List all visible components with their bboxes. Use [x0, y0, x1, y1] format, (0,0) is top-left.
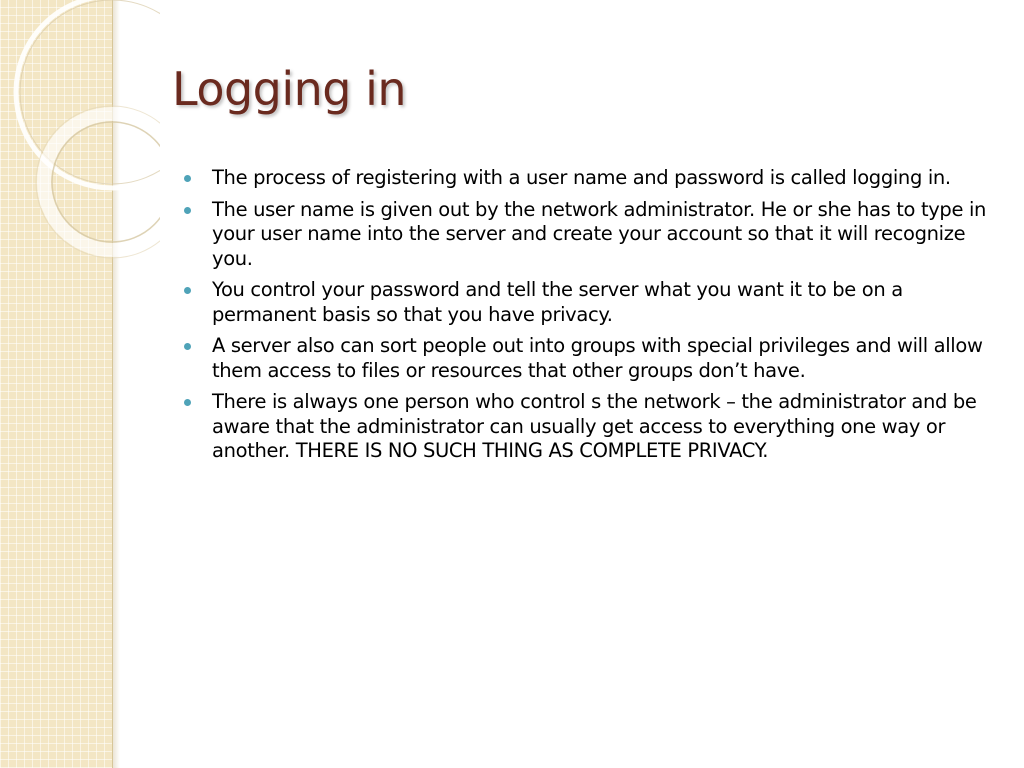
- bullet-text: There is always one person who control s the network – the administrator and be aware that the administrator can usually get access to everything one way or another. THERE IS NO SUCH THING AS COMPLETE PRIVACY.: [212, 390, 977, 462]
- decorative-rings: [0, 0, 160, 300]
- bullet-text: The user name is given out by the network administrator. He or she has to type in your user name into the server and create your account so that it will recognize you.: [212, 197, 987, 270]
- bullet-dot-icon: [184, 399, 191, 406]
- bullet-text: A server also can sort people out into groups with special privileges and will allow them access to files or resources that other groups don’t have.: [212, 334, 983, 382]
- bullet-dot-icon: [184, 343, 191, 350]
- bullet-list: [184, 166, 996, 471]
- bullet-dot-icon: [184, 207, 191, 214]
- bullet-item: [184, 390, 996, 464]
- bullet-item: [184, 278, 996, 327]
- bullet-item: [184, 334, 996, 383]
- bullet-item: [184, 198, 996, 272]
- bullet-dot-icon: [184, 175, 191, 182]
- bullet-item: [184, 166, 996, 191]
- bullet-text: The process of registering with a user name and password is called logging in.: [212, 166, 951, 189]
- slide-title: Logging in: [172, 62, 407, 116]
- bullet-text: You control your password and tell the server what you want it to be on a permanent basis so that you have privacy.: [212, 278, 903, 326]
- bullet-dot-icon: [184, 287, 191, 294]
